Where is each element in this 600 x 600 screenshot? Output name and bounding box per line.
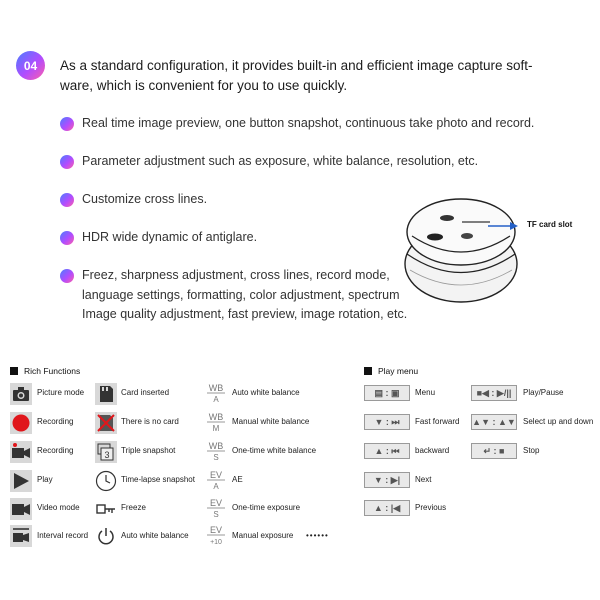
function-label: Picture mode [37,388,85,397]
function-label: Time-lapse snapshot [121,475,195,484]
svg-text:A: A [213,395,219,404]
bullet-icon [60,193,82,207]
bullet-icon [60,117,82,131]
svg-text:S: S [213,453,219,462]
card-inserted-icon [95,383,117,405]
feature-item: Real time image preview, one button snapshot, continuous take photo and record. [82,116,535,130]
function-label: One-time white balance [232,446,317,455]
power-icon [95,525,117,547]
svg-text:EV: EV [209,470,223,480]
timer-icon [95,470,117,492]
svg-text:3: 3 [104,450,110,460]
svg-text:S: S [213,510,219,519]
headline: As a standard configuration, it provides built-in and efficient image capture soft-ware, which is convenient for you to use quickly. [60,58,533,93]
triple-snapshot-icon [95,441,117,463]
svg-text:M: M [212,424,220,433]
stop-key-icon: ↵ : ■ [471,443,517,459]
interval-record-icon [10,525,32,547]
backward-key-icon: ▲ : ⏮ [364,443,410,459]
feature-item: Freez, sharpness adjustment, cross lines, record mode, language settings, formatting, color adjustment, spectrum Image quality adjustment, fast preview, image rotation, etc. [82,268,408,321]
record-dot-icon [10,412,32,434]
play-pause-key-icon: ■◀ : ▶/|| [471,385,517,401]
ev-onetime-icon [205,496,227,520]
section-number-badge: 04 [16,51,45,80]
tf-card-slot-label: TF card slot [527,220,573,229]
no-card-icon [95,412,117,434]
play-menu-label: Select up and down [523,417,594,426]
play-menu-header [364,366,418,376]
play-menu-label: Fast forward [415,417,460,426]
next-key-icon: ▼ : ▶| [364,472,410,488]
camera-icon [10,383,32,405]
function-label: Manual exposure [232,531,294,540]
function-label: Auto white balance [121,531,189,540]
function-label: Triple snapshot [121,446,176,455]
freeze-key-icon [95,498,117,520]
ev-auto-icon [205,468,227,492]
svg-text:WB: WB [208,383,224,393]
wb-onetime-icon [205,439,227,463]
function-label: One-time exposure [232,503,301,512]
device-illustration [402,196,520,304]
camera-recording-icon [10,441,32,463]
fast-forward-key-icon: ▼ : ⏭ [364,414,410,430]
section-square-icon [10,367,18,375]
ellipsis: •••••• [306,531,329,540]
svg-text:WB: WB [208,412,224,422]
function-label: Interval record [37,531,89,540]
play-menu-label: Previous [415,503,447,512]
function-label: Video mode [37,503,80,512]
section-square-icon [364,367,372,375]
menu-key-icon: ▤ : ▣ [364,385,410,401]
play-menu-label: Stop [523,446,540,455]
function-label: Play [37,475,53,484]
feature-item: Customize cross lines. [82,192,208,206]
video-camera-icon [10,498,32,520]
bullet-icon [60,269,82,283]
wb-manual-icon [205,410,227,434]
function-label: Recording [37,446,74,455]
svg-text:+10: +10 [210,539,222,546]
svg-text:WB: WB [208,441,224,451]
wb-auto-icon [205,381,227,405]
play-menu-title: Play menu [378,366,419,376]
function-label: Card inserted [121,388,170,397]
svg-text:EV: EV [209,498,223,508]
play-menu-label: Next [415,475,432,484]
feature-item: HDR wide dynamic of antiglare. [82,230,258,244]
feature-item: Parameter adjustment such as exposure, white balance, resolution, etc. [82,154,479,168]
select-key-icon: ▲▼ : ▲▼ [471,414,517,430]
previous-key-icon: ▲ : |◀ [364,500,410,516]
function-label: Recording [37,417,74,426]
function-label: Freeze [121,503,146,512]
bullet-icon [60,231,82,245]
function-label: AE [232,475,243,484]
ev-manual-icon [205,523,227,547]
svg-text:EV: EV [209,525,223,535]
play-menu-label: Menu [415,388,436,397]
function-label: Manual white balance [232,417,310,426]
function-label: There is no card [121,417,179,426]
play-menu-label: backward [415,446,450,455]
play-icon [10,470,32,492]
rich-functions-header [10,366,80,376]
play-menu-label: Play/Pause [523,388,564,397]
svg-text:A: A [213,482,219,491]
function-label: Auto white balance [232,388,300,397]
bullet-icon [60,155,82,169]
rich-functions-title: Rich Functions [24,366,81,376]
